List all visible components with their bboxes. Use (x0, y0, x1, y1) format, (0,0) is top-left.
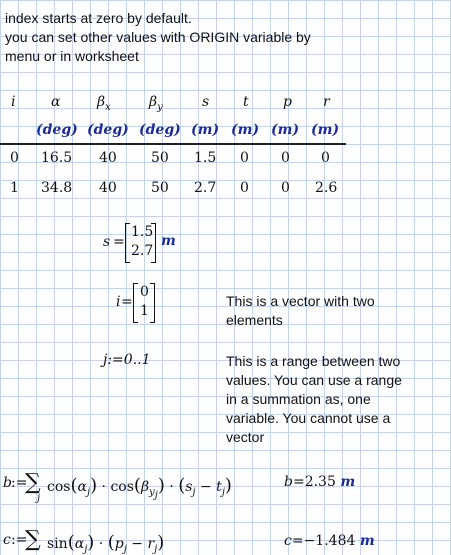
header-beta-y-sub: y (157, 101, 163, 113)
s-vector-left-bracket (125, 223, 130, 263)
cell-beta-x: 40 (99, 180, 117, 196)
table-row (0, 150, 350, 170)
i-vector-left-bracket (133, 283, 138, 323)
s-lhs: s (103, 234, 111, 250)
j-note (226, 352, 402, 447)
cell-r: 2.6 (315, 180, 338, 196)
header-beta-y (149, 94, 163, 113)
b-result-lhs: b (284, 474, 293, 490)
j-definition[interactable]: j:=0..1 (103, 352, 151, 368)
sum-icon: ∑ (25, 470, 41, 495)
j-note-line-2: values. You can use a range (226, 372, 402, 388)
cell-p: 0 (281, 150, 290, 166)
header-alpha: α (51, 94, 61, 110)
unit-alpha: (deg) (36, 122, 78, 138)
cell-s: 2.7 (194, 180, 217, 196)
cell-r: 0 (321, 150, 330, 166)
sum-index: j (37, 493, 41, 504)
b-expression: $\cos(\alpha_j) \cdot \cos(\beta_{y_j}) \cdot (s_j - t_j)$ (47, 475, 232, 501)
table-row (0, 180, 350, 200)
header-beta-x-sub: x (105, 101, 111, 113)
cell-beta-y: 50 (151, 180, 169, 196)
intro-line-1: index starts at zero by default. (5, 10, 192, 26)
b-result-value: 2.35 (304, 474, 336, 490)
cell-beta-x: 40 (99, 150, 117, 166)
i-note-line-2: elements (226, 312, 283, 328)
cell-beta-y: 50 (151, 150, 169, 166)
cell-i: 0 (10, 150, 19, 166)
cell-s: 1.5 (194, 150, 217, 166)
unit-t: (m) (231, 122, 260, 138)
i-vector-value: 1 (140, 303, 149, 319)
c-result-lhs: c (284, 533, 292, 549)
i-vector (133, 283, 155, 323)
s-vector-value: 2.7 (131, 243, 154, 259)
intro-line-2: you can set other values with ORIGIN variable by (5, 29, 311, 45)
unit-p: (m) (271, 122, 300, 138)
i-equals: = (121, 294, 133, 310)
cell-t: 0 (240, 180, 249, 196)
intro-text (5, 9, 311, 66)
intro-line-3: menu or in worksheet (5, 48, 139, 64)
unit-beta-y: (deg) (139, 122, 181, 138)
header-p: p (283, 94, 292, 110)
b-result-unit: m (340, 474, 356, 490)
header-r: r (323, 94, 330, 110)
c-result[interactable] (284, 533, 375, 549)
s-vector-value: 1.5 (131, 224, 154, 240)
header-beta-x-label: β (97, 94, 106, 110)
c-definition[interactable] (3, 527, 253, 555)
cell-alpha: 34.8 (41, 180, 73, 196)
j-note-line-3: in a summation as, one (226, 391, 371, 407)
j-note-line-4: variable. You cannot use a (226, 410, 391, 426)
cell-p: 0 (281, 180, 290, 196)
header-i: i (11, 94, 16, 110)
b-assign: := (11, 475, 28, 491)
cell-alpha: 16.5 (41, 150, 73, 166)
header-beta-x (97, 94, 111, 113)
table-unit-row (0, 120, 350, 140)
unit-beta-x: (deg) (87, 122, 129, 138)
b-result[interactable] (284, 474, 355, 490)
b-lhs: b (3, 475, 12, 491)
s-vector (125, 223, 155, 263)
b-result-equals: = (292, 474, 305, 490)
c-expression: $\sin(\alpha_j) \cdot (p_j - r_j)$ (47, 532, 165, 555)
header-t: t (243, 94, 249, 110)
c-result-value: −1.484 (303, 533, 356, 549)
c-lhs: c (3, 532, 11, 548)
table-divider (0, 143, 346, 145)
i-note (226, 292, 375, 330)
sum-icon: ∑ (25, 527, 41, 552)
j-note-line-5: vector (226, 429, 265, 445)
i-lhs: i (116, 294, 121, 310)
table-header-row (0, 92, 350, 114)
s-equals: = (113, 234, 125, 250)
s-unit: m (161, 233, 176, 249)
b-definition[interactable] (3, 470, 253, 506)
c-assign: := (11, 532, 28, 548)
cell-i: 1 (10, 180, 19, 196)
cell-t: 0 (240, 150, 249, 166)
s-vector-right-bracket (151, 223, 156, 263)
unit-s: (m) (191, 122, 220, 138)
header-s: s (202, 94, 210, 110)
i-vector-right-bracket (150, 283, 155, 323)
unit-r: (m) (311, 122, 340, 138)
i-note-line-1: This is a vector with two (226, 293, 375, 309)
header-beta-y-label: β (149, 94, 158, 110)
j-note-line-1: This is a range between two (226, 353, 401, 369)
i-vector-value: 0 (140, 284, 149, 300)
c-result-unit: m (359, 533, 375, 549)
c-result-equals: = (291, 533, 304, 549)
